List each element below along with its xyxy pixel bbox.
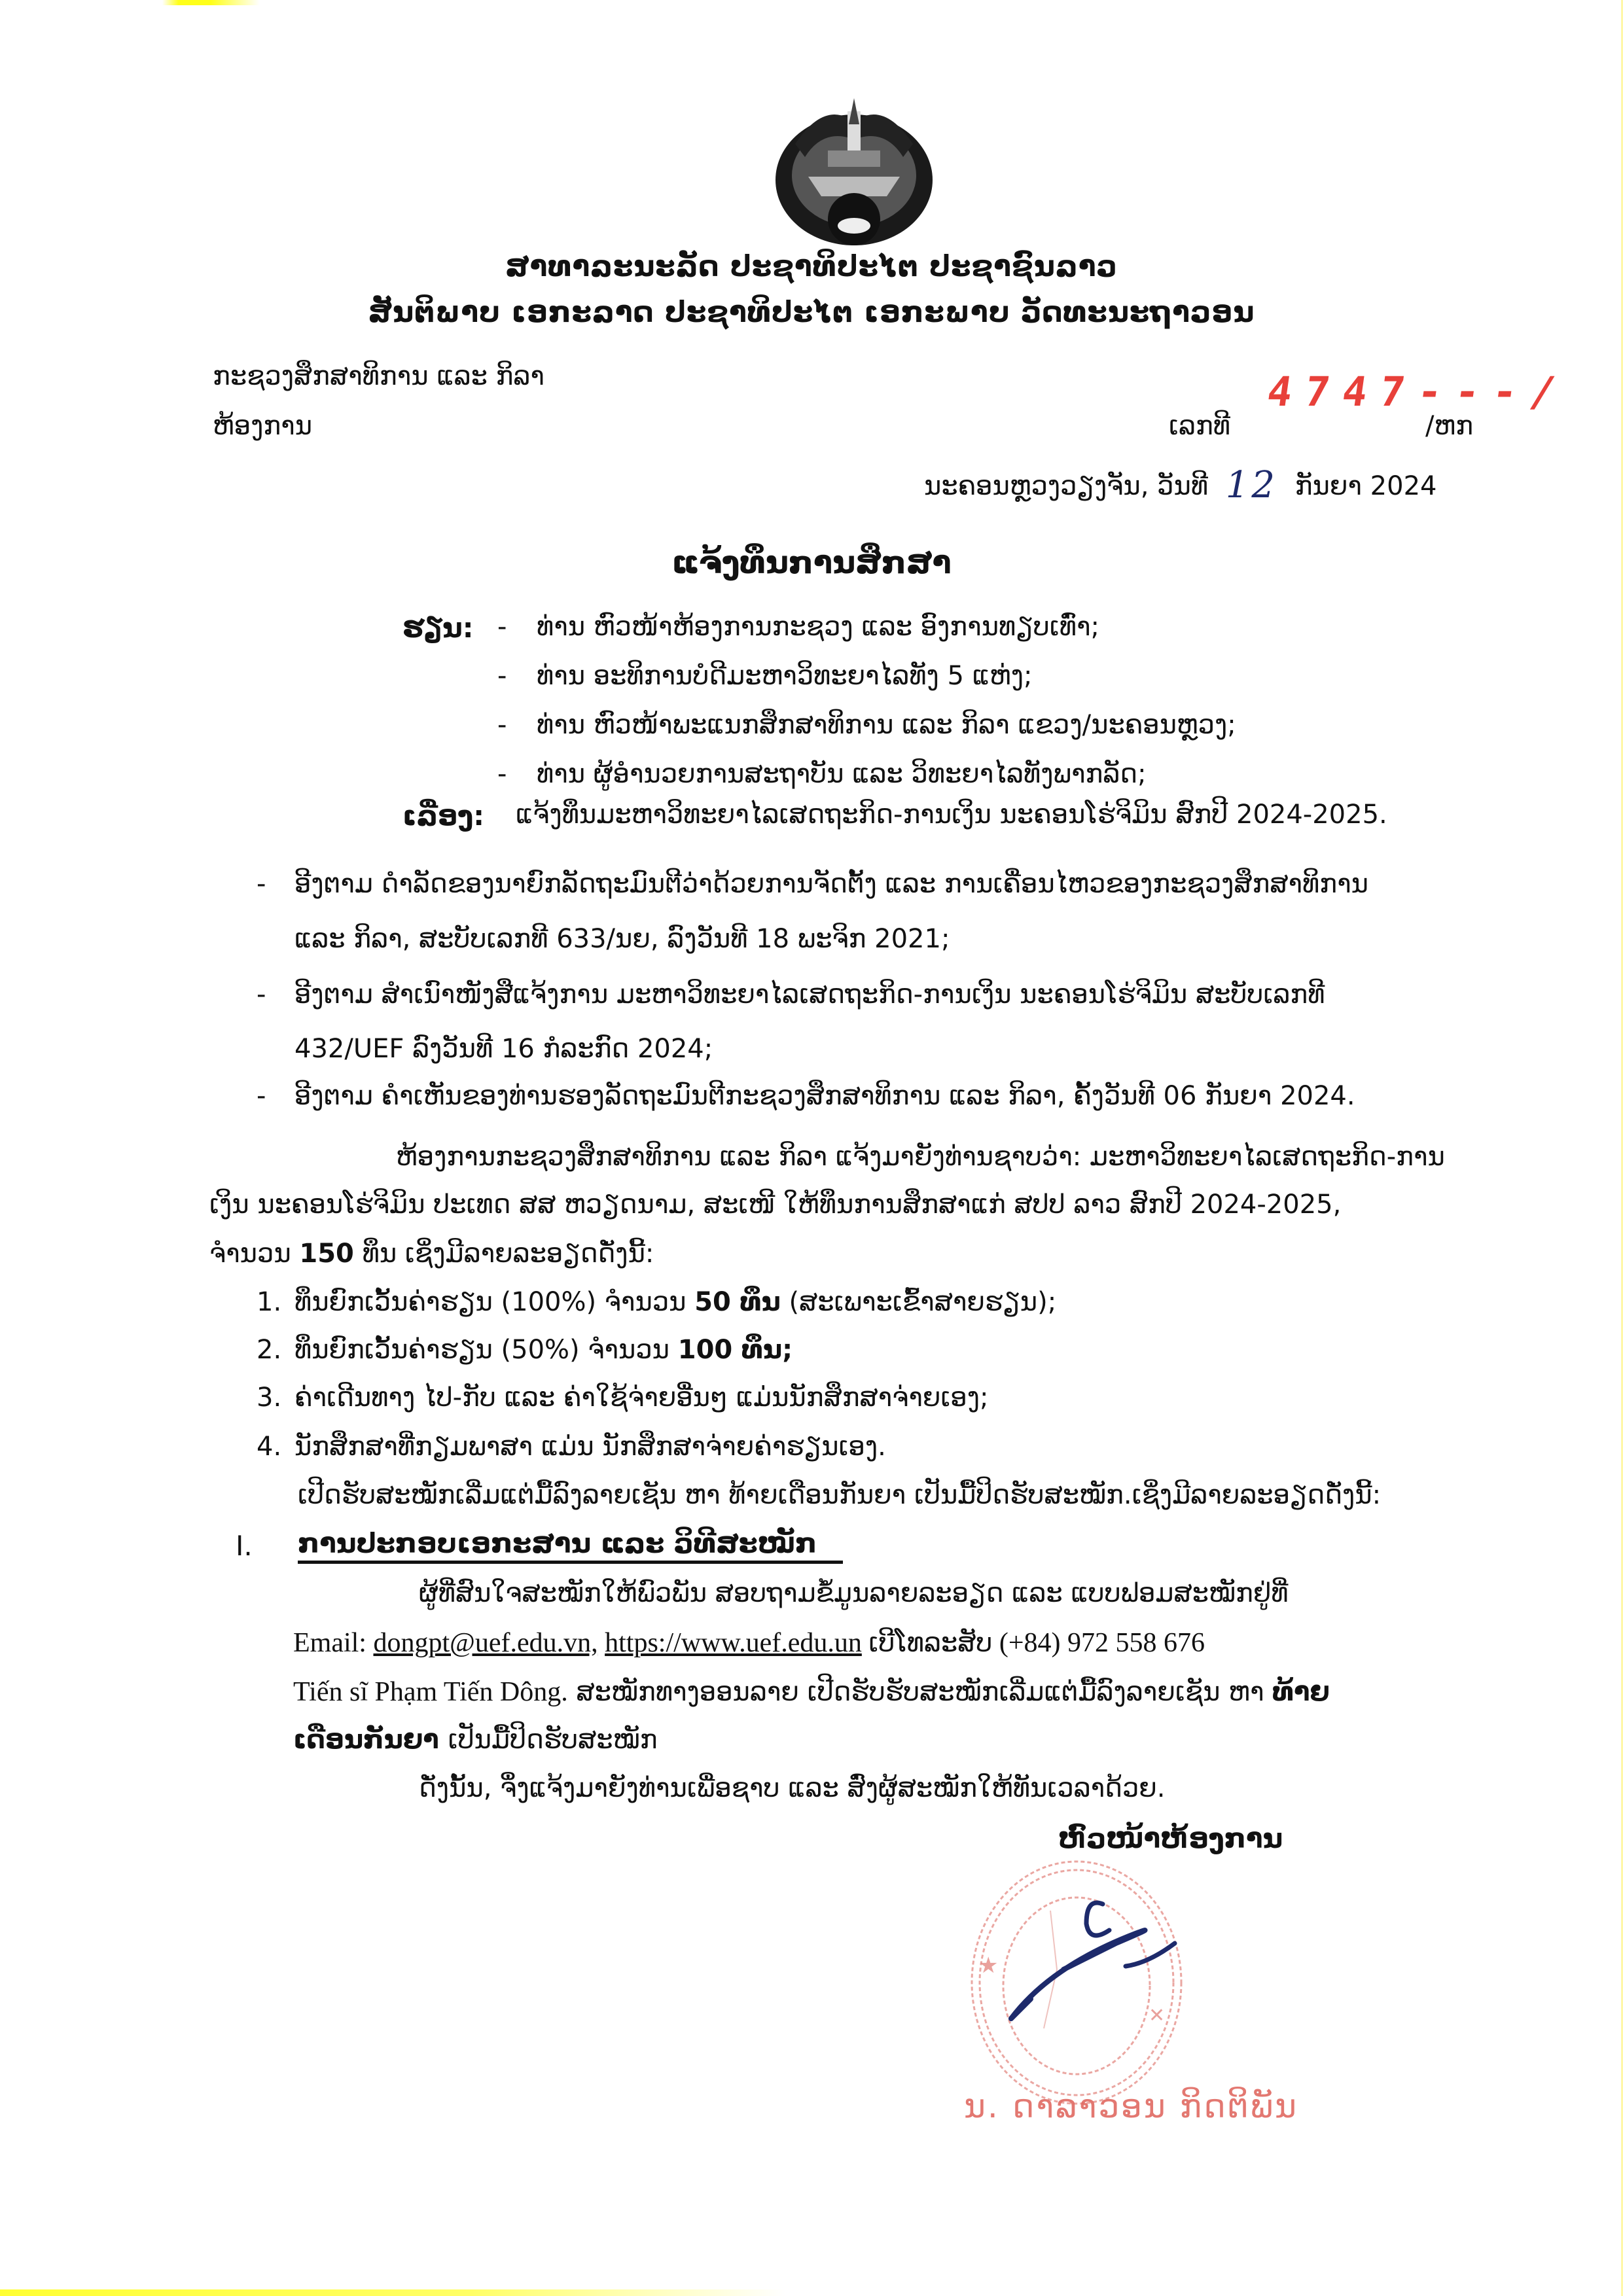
bullet-dash: - bbox=[257, 1081, 266, 1111]
application-period-text: ເປີດຮັບສະໝັກເລີ່ມແຕ່ມື້ລົງລາຍເຊັນ ຫາ ທ້າຍເດືອນກັນຍາ ເປັນມື້ປິດຮັບສະໝັກ.ເຊິ່ງມີລາຍລະອຽດດັ່ງນີ້: bbox=[298, 1480, 1382, 1510]
bullet-dash: - bbox=[257, 980, 266, 1010]
website-link[interactable]: https://www.uef.edu.un bbox=[605, 1628, 862, 1658]
scan-edge-bottom bbox=[0, 2289, 785, 2296]
scholarship-item: 1. ທຶນຍົກເວັ້ນຄ່າຮຽນ (100%) ຈຳນວນ 50 ທຶນ (ສະເພາະເຂົ້າສາຍຮຽນ); bbox=[257, 1287, 1057, 1317]
contact-person-line: Tiến sĩ Phạm Tiến Dông. ສະໝັກທາງອອນລາຍ ເປີດຮັບຮັບສະໝັກເລີ່ມແຕ່ມື້ລົງລາຍເຊັນ ຫາ ທ້າຍ bbox=[293, 1677, 1330, 1707]
handwritten-signature-icon bbox=[1011, 1903, 1175, 2019]
subject-text: ແຈ້ງທຶນມະຫາວິທະຍາໄລເສດຖະກິດ-ການເງິນ ນະຄອນໂຮ່ຈິມິນ ສົກປີ 2024-2025. bbox=[516, 800, 1387, 830]
stamped-document-number: 4747---/ bbox=[1264, 368, 1571, 415]
reference-item: - ອີງຕາມ ດຳລັດຂອງນາຍົກລັດຖະມົນຕີວ່າດ້ວຍການຈັດຕັ້ງ ແລະ ການເຄື່ອນໄຫວຂອງກະຊວງສຶກສາທິການ bbox=[257, 869, 1368, 899]
national-title-line1: ສາທາລະນະລັດ ປະຊາທິປະໄຕ ປະຊາຊົນລາວ bbox=[505, 250, 1118, 283]
scan-edge-top bbox=[0, 0, 1623, 5]
issuer-ministry: ກະຊວງສຶກສາທິການ ແລະ ກິລາ bbox=[213, 361, 544, 391]
date-suffix: ກັນຍາ 2024 bbox=[1294, 471, 1437, 501]
bullet-dash: - bbox=[497, 759, 507, 789]
lao-national-emblem-icon bbox=[769, 98, 939, 249]
notice-title: ແຈ້ງທຶນການສຶກສາ bbox=[671, 544, 952, 581]
body-paragraph-line: ຈຳນວນ 150 ທຶນ ເຊິ່ງມີລາຍລະອຽດດັ່ງນີ້: bbox=[209, 1239, 654, 1269]
contact-details: Email: dongpt@uef.edu.vn, https://www.uef.edu.un ເບີໂທລະສັບ (+84) 972 558 676 bbox=[293, 1628, 1205, 1658]
reference-item-continued: 432/UEF ລົງວັນທີ 16 ກໍລະກົດ 2024; bbox=[294, 1034, 713, 1064]
section-number: I. bbox=[236, 1530, 253, 1562]
recipients-label: ຮຽນ: bbox=[402, 612, 474, 644]
body-paragraph-line: ເງິນ ນະຄອນໂຮ່ຈິມິນ ປະເທດ ສສ ຫວຽດນາມ, ສະເໜີ ໃຫ້ທຶນການສຶກສາແກ່ ສປປ ລາວ ສົກປີ 2024-2025, bbox=[209, 1190, 1342, 1220]
email-link[interactable]: dongpt@uef.edu.vn, bbox=[373, 1628, 598, 1658]
reference-item: - ອີງຕາມ ສຳເນົາໜັງສືແຈ້ງການ ມະຫາວິທະຍາໄລເສດຖະກິດ-ການເງິນ ນະຄອນໂຮ່ຈິມິນ ສະບັບເລກທີ bbox=[257, 980, 1325, 1010]
closing-sentence: ດັ່ງນັ້ນ, ຈຶ່ງແຈ້ງມາຍັງທ່ານເພື່ອຊາບ ແລະ ສົ່ງຜູ້ສະໝັກໃຫ້ທັນເວລາດ້ວຍ. bbox=[419, 1773, 1166, 1803]
recipient-item: - ທ່ານ ຜູ້ອຳນວຍການສະຖາບັນ ແລະ ວິທະຍາໄລທັງພາກລັດ; bbox=[497, 759, 1147, 789]
svg-text:✕: ✕ bbox=[1149, 2004, 1166, 2027]
scholarship-item: 4. ນັກສຶກສາທີ່ກຽມພາສາ ແມ່ນ ນັກສຶກສາຈ່າຍຄ່າຮຽນເອງ. bbox=[257, 1432, 886, 1462]
recipient-item: - ທ່ານ ຫົວໜ້າຫ້ອງການກະຊວງ ແລະ ອົງການທຽບເທົ່າ; bbox=[497, 612, 1100, 642]
date-line bbox=[924, 461, 1436, 504]
scholarship-item: 2. ທຶນຍົກເວັ້ນຄ່າຮຽນ (50%) ຈຳນວນ 100 ທຶນ; bbox=[257, 1335, 793, 1365]
scholarship-total-count: 150 bbox=[299, 1239, 354, 1269]
issuer-office: ຫ້ອງການ bbox=[213, 411, 313, 441]
bullet-dash: - bbox=[497, 710, 507, 740]
handwritten-day: 12 bbox=[1225, 464, 1278, 506]
signatory-title: ຫົວໜ້າຫ້ອງການ bbox=[1058, 1822, 1283, 1854]
recipient-item: - ທ່ານ ອະທິການບໍດີມະຫາວິທະຍາໄລທັງ 5 ແຫ່ງ; bbox=[497, 661, 1033, 691]
svg-text:★: ★ bbox=[978, 1952, 999, 1979]
contact-person-name: Tiến sĩ Phạm Tiến Dông. bbox=[293, 1677, 568, 1707]
national-title-line2: ສັນຕິພາບ ເອກະລາດ ປະຊາທິປະໄຕ ເອກະພາບ ວັດທະນະຖາວອນ bbox=[368, 296, 1255, 329]
section-title: ການປະກອບເອກະສານ ແລະ ວິທີສະໝັກ bbox=[298, 1527, 843, 1564]
official-seal-icon bbox=[952, 1858, 1293, 2199]
signer-name: ນ. ດາລາວອນ ກິດຕິພັນ bbox=[964, 2087, 1298, 2125]
phone-number: (+84) 972 558 676 bbox=[999, 1628, 1205, 1658]
recipient-item: - ທ່ານ ຫົວໜ້າພະແນກສຶກສາທິການ ແລະ ກິລາ ແຂວງ/ນະຄອນຫຼວງ; bbox=[497, 710, 1236, 740]
deadline-line: ເດືອນກັນຍາ ເປັນມື້ປິດຮັບສະໝັກ bbox=[293, 1725, 658, 1755]
reference-item-continued: ແລະ ກິລາ, ສະບັບເລກທີ 633/ນຍ, ລົງວັນທີ 18 ພະຈິກ 2021; bbox=[294, 924, 950, 954]
subject-label: ເລື່ອງ: bbox=[402, 800, 485, 832]
bullet-dash: - bbox=[257, 869, 266, 899]
reference-item: - ອີງຕາມ ຄຳເຫັນຂອງທ່ານຮອງລັດຖະມົນຕີກະຊວງສຶກສາທິການ ແລະ ກິລາ, ຄັ້ງວັນທີ 06 ກັນຍາ 2024. bbox=[257, 1081, 1355, 1111]
body-paragraph-line: ຫ້ອງການກະຊວງສຶກສາທິການ ແລະ ກິລາ ແຈ້ງມາຍັງທ່ານຊາບວ່າ: ມະຫາວິທະຍາໄລເສດຖະກິດ-ການ bbox=[396, 1142, 1445, 1172]
contact-intro: ຜູ້ທີ່ສົນໃຈສະໝັກໃຫ້ພົວພັນ ສອບຖາມຂໍ້ມູນລາຍລະອຽດ ແລະ ແບບຟອມສະໝັກຢູ່ທີ່ bbox=[419, 1578, 1289, 1608]
date-prefix: ນະຄອນຫຼວງວຽງຈັນ, ວັນທີ bbox=[924, 471, 1209, 501]
document-number-label: ເລກທີ bbox=[1169, 411, 1231, 441]
bullet-dash: - bbox=[497, 612, 507, 642]
document-number-suffix: /ຫກ bbox=[1425, 411, 1474, 441]
scholarship-item: 3. ຄ່າເດີນທາງ ໄປ-ກັບ ແລະ ຄ່າໃຊ້ຈ່າຍອື່ນໆ ແມ່ນນັກສຶກສາຈ່າຍເອງ; bbox=[257, 1383, 989, 1413]
bullet-dash: - bbox=[497, 661, 507, 691]
